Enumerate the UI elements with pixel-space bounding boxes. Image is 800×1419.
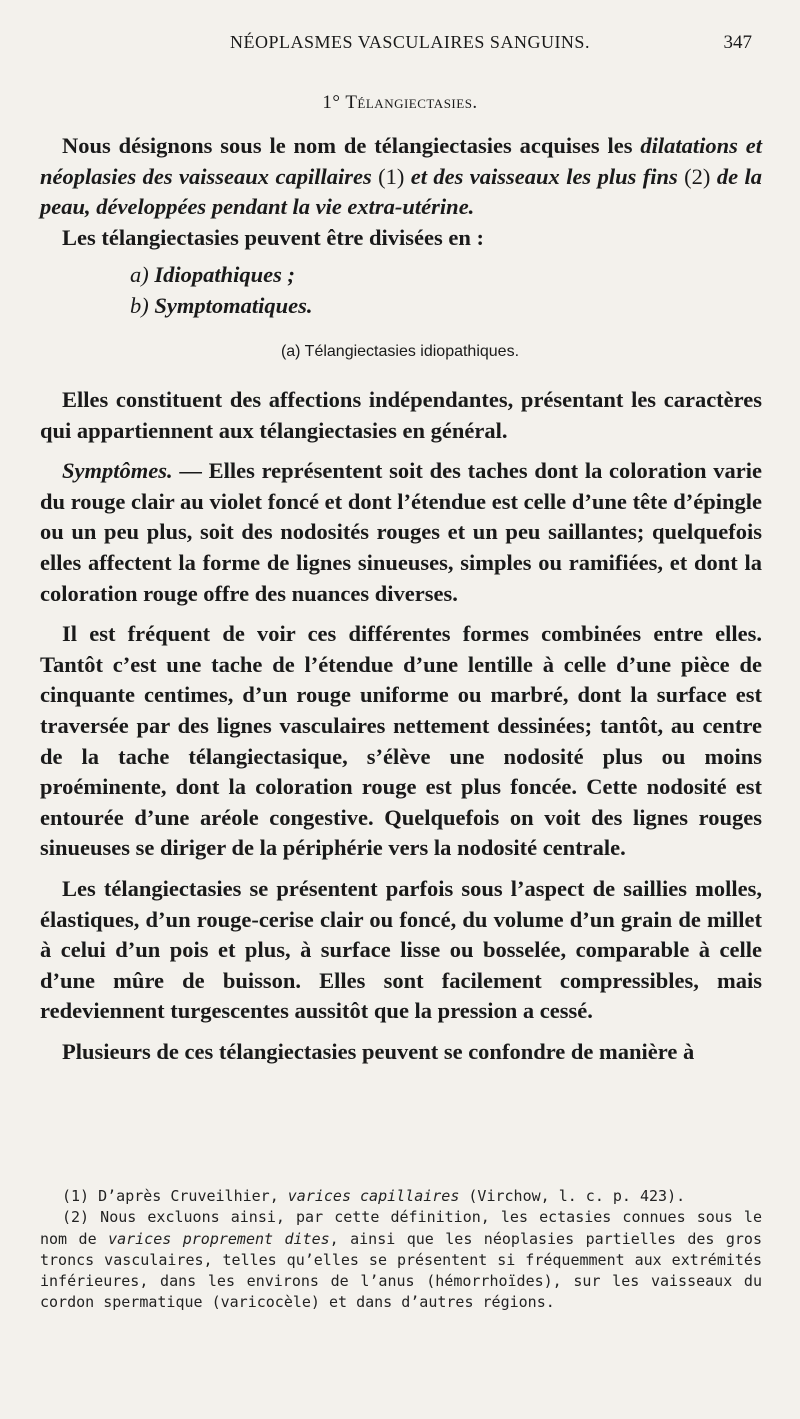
footnote-1-text: (1) D’après Cruveilhier,: [62, 1187, 288, 1205]
main-text: [40, 385, 762, 1067]
list-item: [40, 259, 762, 290]
classification-list: [40, 259, 762, 321]
footnote-1-citation: (Virchow, l. c. p. 423).: [459, 1187, 686, 1205]
paragraph-5: Plusieurs de ces télangiectasies peuvent se confondre de manière à: [62, 1038, 695, 1064]
paragraph-3: Il est fréquent de voir ces différentes formes combinées entre elles. Tantôt c’est une tache de l’étendue d’une lentille à celle d’une pièce de cinquante centimes, d’un rouge uniforme ou marbré, dont la surface est traversée par des lignes vasculaires nettement dessinées; tantôt, au centre de la tache télangiectasique, s’élève une nodosité plus ou moins proéminente, dont la coloration rouge est plus foncée. Cette nodosité est entourée d’une aréole congestive. Quelquefois on voit des lignes rouges sinueuses se diriger de la périphérie vers la nodosité centrale.: [40, 621, 762, 861]
footnote-1: [40, 1186, 762, 1207]
footnote-1-emphasis: varices capillaires: [287, 1187, 460, 1205]
list-letter: a): [130, 262, 149, 287]
running-head: [60, 32, 760, 60]
paragraph-1: Elles constituent des affections indépendantes, présentant les caractères qui appartiennent aux télangiectasies en général.: [40, 387, 762, 443]
subsection-heading: (a) Télangiectasies idiopathiques.: [280, 343, 520, 360]
footnote-ref-2: (2): [677, 163, 717, 189]
footnote-2-text: (2) Nous excluons ainsi, par cette définition, les ectasies connues sous le nom de: [40, 1208, 762, 1248]
intro-text-1: Nous désignons sous le nom de télangiectasies acquises les: [62, 133, 641, 158]
intro-emphasis-3: de la peau, développées pendant la vie extra-utérine.: [40, 163, 762, 220]
footnote-2-emphasis: varices proprement dites: [108, 1229, 330, 1248]
footnotes: [40, 1186, 762, 1314]
division-intro: Les télangiectasies peuvent être divisées en :: [62, 224, 485, 250]
page-number: 347: [723, 32, 752, 53]
intro-emphasis-2: et des vaisseaux les plus fins: [410, 163, 678, 189]
footnote-2-rest: , ainsi que les néoplasies partielles des gros troncs vasculaires, telles qu’elles se présentent si fréquemment aux extrémités inférieures, dans les environs de l’anus (hémorrhoïdes), sur les vaisseaux du cordon spermatique (varicocèle) et dans d’autres régions.: [40, 1229, 762, 1312]
footnote-ref-1: (1): [371, 163, 411, 189]
list-letter: b): [130, 293, 149, 318]
list-item: [40, 290, 762, 321]
paragraph-2-label: Symptômes.: [62, 458, 173, 484]
running-title: NÉOPLASMES VASCULAIRES SANGUINS.: [230, 32, 590, 52]
paragraph-2: [40, 456, 762, 609]
paragraph-4: Les télangiectasies se présentent parfois sous l’aspect de saillies molles, élastiques, d’un rouge-cerise clair ou foncé, du volume d’un grain de millet à celui d’un pois et plus, à surface lisse ou bosselée, comparable à celle d’une mûre de buisson. Elles sont facilement compressibles, mais redeviennent turgescentes aussitôt que la pression a cessé.: [40, 875, 762, 1024]
list-term: Idiopathiques ;: [154, 262, 296, 287]
intro-paragraph: [40, 131, 762, 253]
list-term: Symptomatiques.: [154, 293, 313, 318]
section-heading: 1° Télangiectasies.: [322, 92, 478, 113]
footnote-2: [40, 1207, 762, 1313]
intro-emphasis-1: dilatations et néoplasies des vaisseaux capillaires: [40, 133, 763, 189]
paragraph-2-text: — Elles représentent soit des taches dont la coloration varie du rouge clair au violet foncé et dont l’étendue est celle d’une tête d’épingle ou un peu plus, soit des nodosités rouges et un peu saillantes; quelquefois elles affectent la forme de lignes sinueuses, simples ou ramifiées, et dont la coloration rouge offre des nuances diverses.: [40, 458, 762, 606]
